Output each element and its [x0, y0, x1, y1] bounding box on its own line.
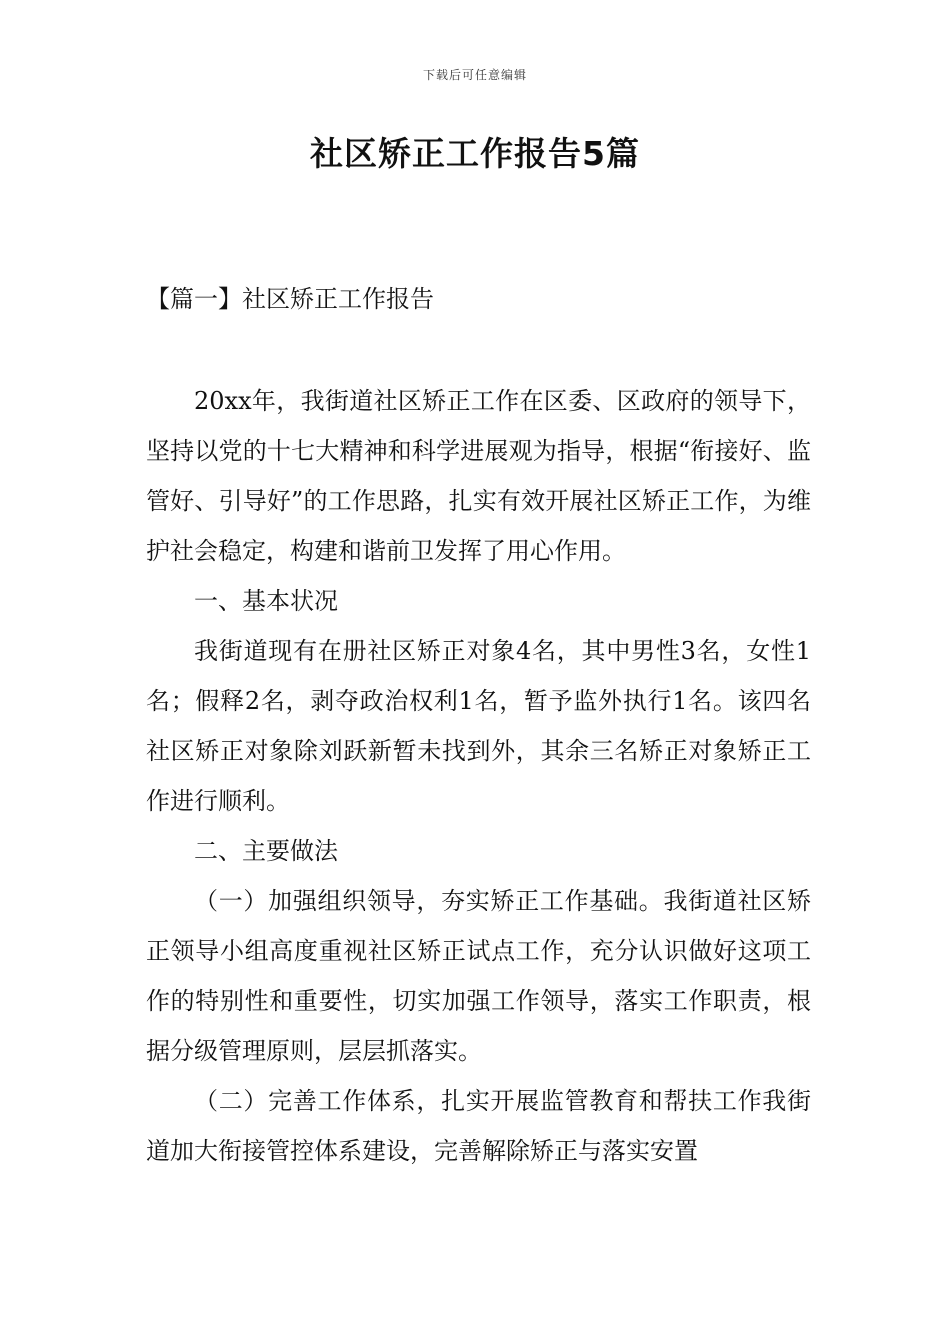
header-note: 下载后可任意编辑 — [422, 68, 527, 82]
document-body — [146, 376, 811, 1176]
paragraph-method-two: （二）完善工作体系，扎实开展监管教育和帮扶工作我街道加大衔接管控体系建设，完善解除矫正与落实安置 — [146, 1087, 811, 1165]
paragraph-basic-status: 我街道现有在册社区矫正对象4名，其中男性3名，女性1名；假释2名，剥夺政治权利1名，暂予监外执行1名。该四名社区矫正对象除刘跃新暂未找到外，其余三名矫正对象矫正工作进行顺利。 — [146, 637, 811, 815]
section-heading: 【篇一】社区矫正工作报告 — [146, 285, 434, 313]
paragraph-intro: 20xx年，我街道社区矫正工作在区委、区政府的领导下，坚持以党的十七大精神和科学进展观为指导，根据“衔接好、监管好、引导好”的工作思路，扎实有效开展社区矫正工作，为维护社会稳定，构建和谐前卫发挥了用心作用。 — [146, 387, 811, 565]
paragraph-heading-methods: 二、主要做法 — [194, 837, 338, 865]
paragraph-heading-basic: 一、基本状况 — [194, 587, 338, 615]
document-title: 社区矫正工作报告5篇 — [310, 134, 640, 173]
paragraph-method-one: （一）加强组织领导，夯实矫正工作基础。我街道社区矫正领导小组高度重视社区矫正试点工作，充分认识做好这项工作的特别性和重要性，切实加强工作领导，落实工作职责，根据分级管理原则，层层抓落实。 — [146, 887, 811, 1065]
